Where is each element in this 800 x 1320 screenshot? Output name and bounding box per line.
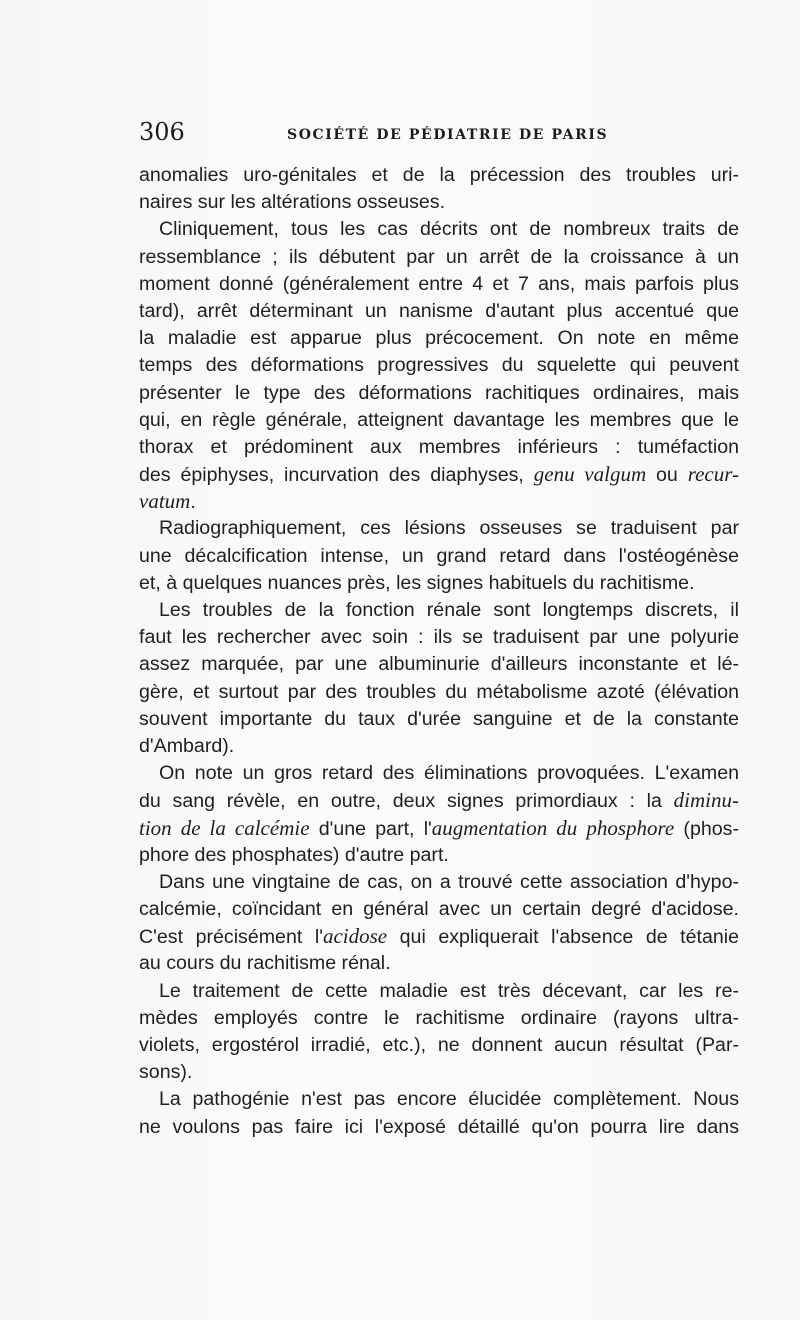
text-line: au cours du rachitisme rénal. — [139, 952, 391, 975]
text-run: C'est précisément l' — [139, 926, 323, 949]
text-line: On note un gros retard des éliminations provoquées. L'examen — [159, 762, 739, 785]
text-line: d'Ambard). — [139, 734, 235, 757]
text-line — [139, 923, 739, 950]
text-line: La pathogénie n'est pas encore élucidée complètement. Nous — [159, 1088, 739, 1111]
text-run: ou — [646, 464, 688, 487]
text-line: faut les rechercher avec soin : ils se traduisent par une polyurie — [139, 626, 739, 649]
text-line: la maladie est apparue plus précocement. On note en même — [139, 327, 739, 350]
text-line: moment donné (généralement entre 4 et 7 ans, mais parfois plus — [139, 272, 739, 295]
text-line: assez marquée, par une albuminurie d'ailleurs inconstante et lé- — [139, 653, 739, 676]
italic-term: recur- — [687, 462, 739, 487]
text-line — [139, 787, 739, 814]
text-line: ne voulons pas faire ici l'exposé détaillé qu'on pourra lire dans — [139, 1115, 739, 1138]
page-number: 306 — [139, 118, 185, 146]
text-line: ressemblance ; ils débutent par un arrêt de la croissance à un — [139, 245, 739, 268]
running-title: SOCIÉTÉ DE PÉDIATRIE DE PARIS — [287, 127, 609, 143]
text-run: des épiphyses, incurvation des diaphyses, — [139, 464, 534, 487]
italic-term: augmentation du phosphore — [431, 815, 675, 840]
text-line — [139, 461, 739, 488]
text-line: Dans une vingtaine de cas, on a trouvé cette association d'hypo- — [159, 870, 739, 893]
italic-term: acidose — [322, 924, 388, 949]
text-run: du sang révèle, en outre, deux signes primordiaux : la — [139, 790, 674, 813]
text-line: souvent importante du taux d'urée sanguine et de la constante — [139, 707, 739, 730]
text-line: thorax et prédominent aux membres inférieurs : tuméfaction — [139, 435, 739, 458]
text-line — [139, 488, 739, 515]
text-line: Le traitement de cette maladie est très décevant, car les re- — [159, 979, 739, 1002]
text-run: qui expliquerait l'absence de tétanie — [387, 926, 740, 949]
text-run: (phos- — [674, 817, 739, 840]
italic-term: vatum — [139, 489, 191, 514]
italic-term: tion de la calcémie — [139, 815, 310, 840]
paragraph-7 — [139, 978, 739, 1087]
paragraph-2 — [139, 216, 739, 515]
italic-term: genu valgum — [533, 462, 647, 487]
text-line: tard), arrêt déterminant un nanisme d'autant plus accentué que — [139, 299, 739, 322]
text-run: d'une part, l' — [309, 817, 432, 840]
paragraph-1 — [139, 162, 739, 216]
text-line: temps des déformations progressives du squelette qui peuvent — [139, 354, 739, 377]
text-line: anomalies uro-génitales et de la précession des troubles uri- — [139, 164, 739, 186]
text-line: mèdes employés contre le rachitisme ordinaire (rayons ultra- — [139, 1006, 739, 1029]
paragraph-3 — [139, 515, 739, 597]
page-header — [139, 118, 739, 154]
text-line: naires sur les altérations osseuses. — [139, 191, 446, 214]
text-run: . — [190, 491, 196, 514]
text-line: violets, ergostérol irradié, etc.), ne donnent aucun résultat (Par- — [139, 1034, 739, 1056]
text-line: une décalcification intense, un grand retard dans l'ostéogénèse — [139, 544, 739, 567]
text-line: calcémie, coïncidant en général avec un certain degré d'acidose. — [139, 898, 739, 921]
text-line: et, à quelques nuances près, les signes habituels du rachitisme. — [139, 571, 695, 594]
paragraph-8 — [139, 1086, 739, 1140]
text-line: gère, et surtout par des troubles du métabolisme azoté (élévation — [139, 680, 739, 703]
text-line: Cliniquement, tous les cas décrits ont de nombreux traits de — [159, 218, 739, 241]
paragraph-4 — [139, 597, 739, 760]
text-line: présenter le type des déformations rachitiques ordinaires, mais — [139, 381, 739, 404]
text-line: Radiographiquement, ces lésions osseuses se traduisent par — [159, 517, 739, 540]
text-line: phore des phosphates) d'autre part. — [139, 843, 449, 866]
italic-term: diminu- — [673, 788, 739, 813]
text-line: qui, en règle générale, atteignent davantage les membres que le — [139, 408, 739, 431]
text-line: sons). — [139, 1061, 193, 1084]
paragraph-5 — [139, 760, 739, 869]
text-line — [139, 815, 739, 842]
paragraph-6 — [139, 869, 739, 978]
body-text — [139, 162, 739, 1141]
text-line: Les troubles de la fonction rénale sont longtemps discrets, il — [159, 599, 739, 621]
